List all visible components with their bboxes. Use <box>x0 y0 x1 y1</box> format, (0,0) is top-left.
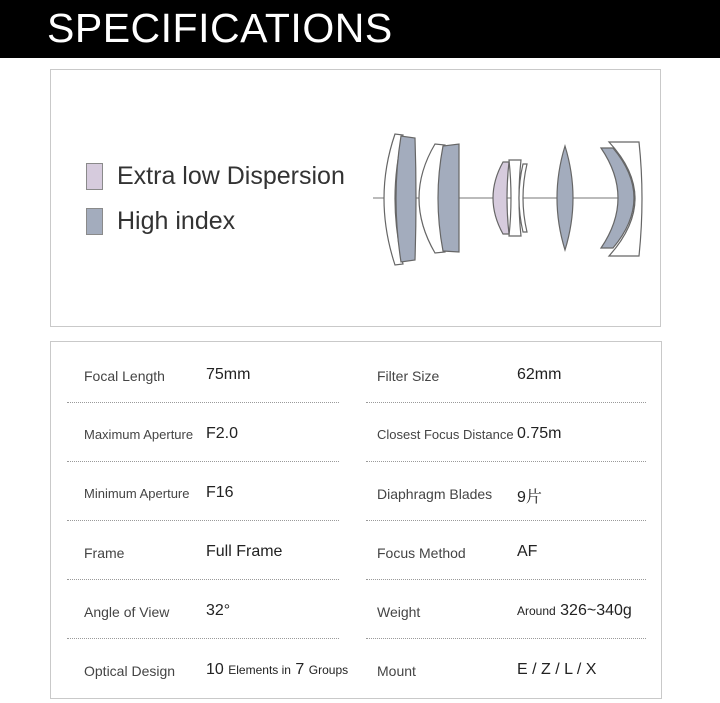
spec-row <box>51 401 663 459</box>
spec-value: E / Z / L / X <box>517 661 597 678</box>
spec-value: Full Frame <box>206 543 283 560</box>
spec-row <box>51 342 663 400</box>
spec-label: Mount <box>377 663 416 679</box>
weight-value: 326~340g <box>560 602 632 619</box>
spec-label: Focal Length <box>84 368 165 384</box>
spec-label: Closest Focus Distance <box>377 427 514 442</box>
lens-element-8 <box>557 146 573 250</box>
spec-value: 0.75m <box>517 425 562 442</box>
spec-value: F16 <box>206 484 234 501</box>
spec-value: 9片 <box>517 489 542 506</box>
spec-value: 62mm <box>517 366 562 383</box>
lens-element-2 <box>396 136 416 262</box>
legend-item-ed <box>86 162 345 191</box>
lens-element-4 <box>438 144 459 252</box>
legend-label-ed: Extra low Dispersion <box>117 162 345 190</box>
spec-row <box>51 460 663 518</box>
spec-value: F2.0 <box>206 425 239 442</box>
spec-table <box>50 341 662 699</box>
groups-count: 7 <box>295 661 305 678</box>
lens-element-5 <box>493 162 509 234</box>
groups-word: Groups <box>308 663 349 677</box>
spec-label: Frame <box>84 545 125 561</box>
spec-label: Optical Design <box>84 663 176 679</box>
spec-value-optical-design <box>206 661 348 679</box>
spec-value-weight <box>517 602 632 620</box>
elements-count: 10 <box>206 661 224 678</box>
spec-label: Focus Method <box>377 545 466 561</box>
spec-label: Weight <box>377 604 421 620</box>
spec-label: Angle of View <box>84 604 170 620</box>
lens-optical-diagram <box>373 130 643 270</box>
legend-item-hi <box>86 207 235 236</box>
spec-value: 32° <box>206 602 231 619</box>
elements-word: Elements in <box>228 663 291 677</box>
spec-row <box>51 519 663 577</box>
spec-label: Minimum Aperture <box>84 486 190 501</box>
weight-prefix: Around <box>517 604 556 618</box>
legend-label-hi: High index <box>117 207 236 235</box>
hi-swatch <box>86 208 103 235</box>
spec-row <box>51 578 663 636</box>
ed-swatch <box>86 163 103 190</box>
lens-diagram-panel <box>50 69 661 327</box>
page-title: SPECIFICATIONS <box>47 5 393 51</box>
spec-row <box>51 637 663 695</box>
spec-label: Diaphragm Blades <box>377 486 493 502</box>
spec-label: Maximum Aperture <box>84 427 194 442</box>
spec-label: Filter Size <box>377 368 440 384</box>
spec-value: AF <box>517 543 538 560</box>
spec-value: 75mm <box>206 366 251 383</box>
header-bar <box>0 0 720 58</box>
